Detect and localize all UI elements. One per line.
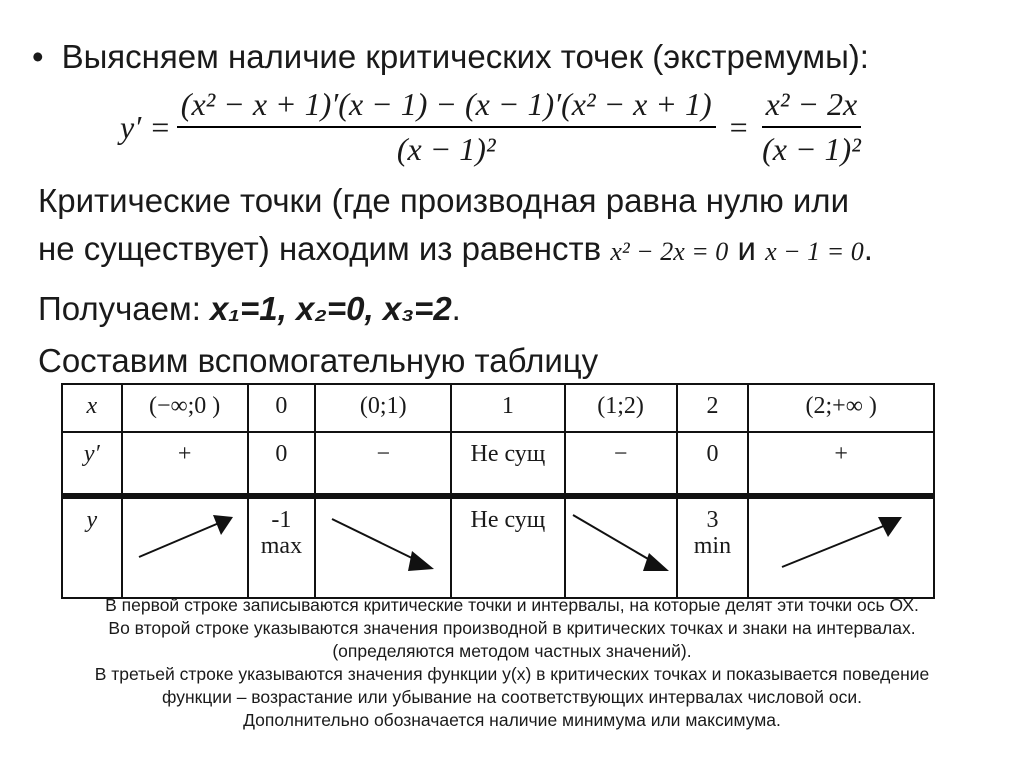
- result-suffix: .: [451, 290, 461, 327]
- table-row-function: [62, 496, 934, 598]
- cell-x-point: 2: [677, 384, 749, 432]
- cell-y-undefined: Не сущ: [451, 496, 564, 598]
- table-row-derivative: [62, 432, 934, 496]
- cell-x-interval: (−∞;0 ): [122, 384, 248, 432]
- equation-2: x − 1 = 0: [765, 237, 864, 266]
- formula-fraction-1: [177, 86, 716, 168]
- formula-numerator-2: x² − 2x: [765, 86, 858, 122]
- decreasing-arrow: [565, 496, 677, 598]
- cell-x-interval: (0;1): [315, 384, 451, 432]
- result-prefix: Получаем:: [38, 290, 211, 327]
- cell-x-point: 0: [248, 384, 316, 432]
- cell-dy-value: 0: [248, 432, 316, 496]
- conjunction: и: [737, 230, 756, 267]
- cell-dy-value: 0: [677, 432, 749, 496]
- cell-x-label: x: [62, 384, 122, 432]
- cell-x-interval: (1;2): [565, 384, 677, 432]
- cell-x-interval: (2;+∞ ): [748, 384, 934, 432]
- cell-dy-sign: −: [565, 432, 677, 496]
- sign-table: [61, 383, 935, 599]
- extremum-label: min: [693, 533, 732, 559]
- y-value: -1: [271, 507, 292, 533]
- note-line: В первой строке записываются критические точки и интервалы, на которые делят эти точки ось ОХ.: [105, 595, 919, 615]
- note-line: Дополнительно обозначается наличие минимума или максимума.: [243, 710, 781, 730]
- table-row-x: [62, 384, 934, 432]
- formula-denominator-2: (x − 1)²: [762, 131, 861, 167]
- decreasing-arrow: [315, 496, 451, 598]
- derivative-formula: [120, 86, 867, 168]
- arrow-down-right-icon: [328, 513, 438, 573]
- note-line: Во второй строке указываются значения производной в критических точках и знаки на интервалах.: [108, 618, 916, 638]
- note-line: функции – возрастание или убывание на соответствующих интервалах числовой оси.: [162, 687, 862, 707]
- arrow-down-right-icon: [571, 513, 671, 573]
- formula-equals: =: [729, 108, 748, 145]
- increasing-arrow: [748, 496, 934, 598]
- note-line: В третьей строке указываются значения функции y(x) в критических точках и показывается поведение: [94, 664, 930, 684]
- cell-x-point: 1: [451, 384, 564, 432]
- arrow-up-right-icon: [776, 513, 906, 573]
- cell-y-critical: [248, 496, 316, 598]
- cell-dy-label: y′: [62, 432, 122, 496]
- critical-text-line-1: Критические точки (где производная равна нулю или: [38, 182, 849, 219]
- formula-fraction-2: [762, 86, 862, 168]
- fraction-bar: [762, 126, 862, 128]
- cell-y-critical: [677, 496, 749, 598]
- increasing-arrow: [122, 496, 248, 598]
- cell-dy-value: Не сущ: [451, 432, 564, 496]
- note-line: (определяются методом частных значений).: [332, 641, 692, 661]
- equation-1: x² − 2x = 0: [610, 237, 729, 266]
- formula-numerator-1: (x² − x + 1)′(x − 1) − (x − 1)′(x² − x + 1): [180, 86, 712, 122]
- explanation-notes: [0, 594, 1024, 732]
- y-value: 3: [706, 507, 719, 533]
- arrow-up-right-icon: [135, 513, 235, 563]
- cell-dy-sign: +: [122, 432, 248, 496]
- critical-text-line-2: [38, 228, 873, 273]
- cell-dy-sign: +: [748, 432, 934, 496]
- result-values: x₁=1, x₂=0, x₃=2: [210, 290, 452, 327]
- critical-line2-prefix: не существует) находим из равенств: [38, 230, 602, 267]
- result-line: [38, 288, 461, 330]
- cell-y-label: y: [62, 496, 122, 598]
- cell-dy-sign: −: [315, 432, 451, 496]
- formula-denominator-1: (x − 1)²: [396, 131, 496, 167]
- heading-line: [32, 38, 869, 76]
- extremum-label: max: [260, 533, 303, 559]
- formula-lhs: y′ =: [120, 108, 171, 145]
- heading-text: Выясняем наличие критических точек (экстремумы):: [61, 38, 869, 75]
- fraction-bar: [177, 126, 716, 128]
- period: .: [863, 230, 873, 267]
- table-title: Составим вспомогательную таблицу: [38, 342, 599, 379]
- bullet-marker: •: [32, 38, 44, 75]
